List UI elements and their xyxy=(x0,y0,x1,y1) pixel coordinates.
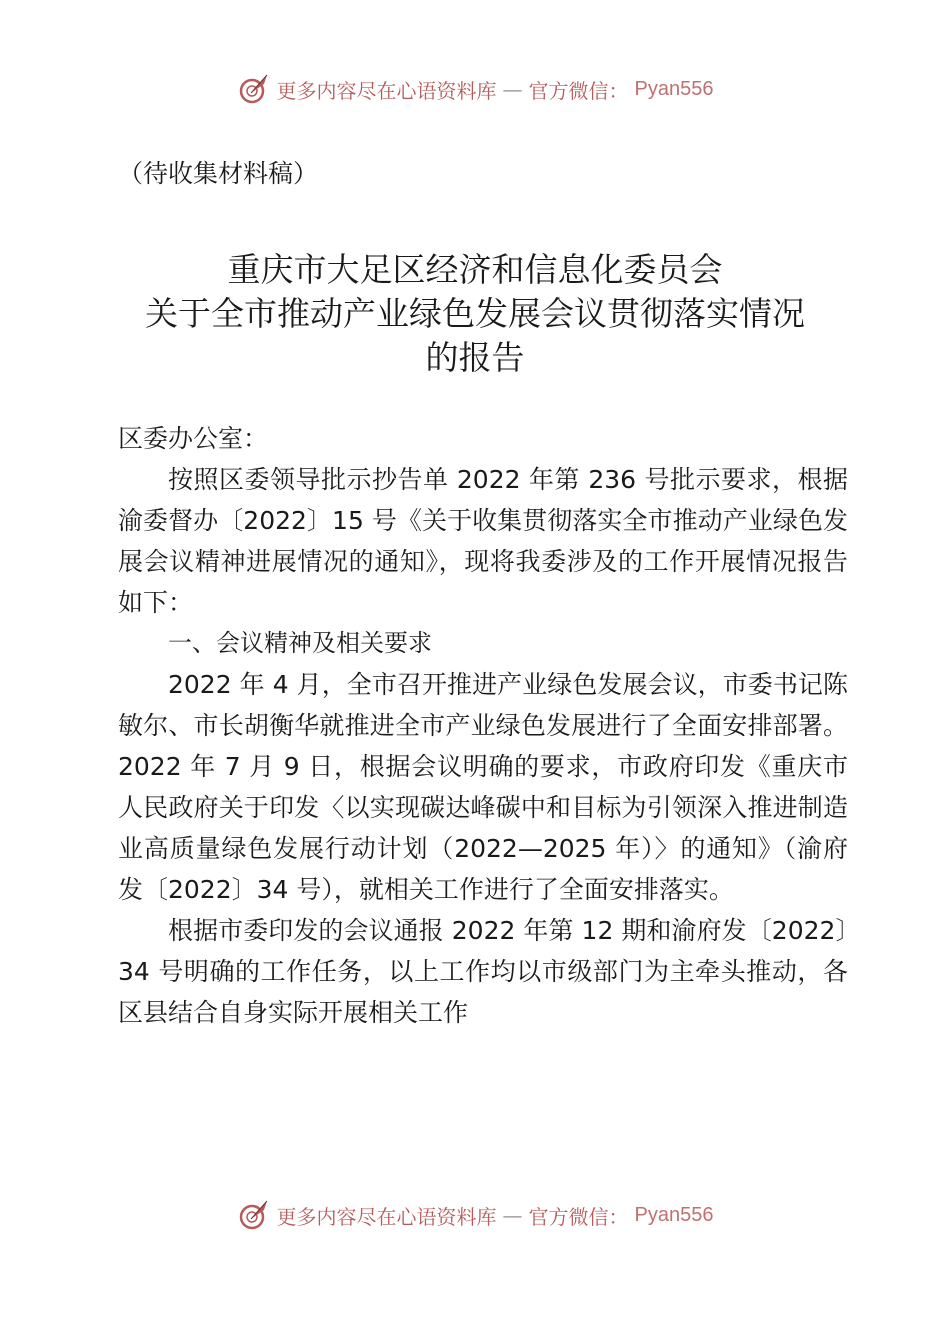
watermark-separator: — xyxy=(502,77,523,101)
title-line: 关于全市推动产业绿色发展会议贯彻落实情况 xyxy=(145,294,805,333)
watermark-wechat-label: 官方微信： xyxy=(528,78,629,103)
title-line: 重庆市大足区经济和信息化委员会 xyxy=(227,250,723,289)
header-watermark xyxy=(0,72,950,106)
recipient-line: 区委办公室： xyxy=(118,424,269,453)
body-paragraph: 根据市委印发的会议通报 2022 年第 12 期和渝府发〔2022〕34 号明确的工作任务，以上工作均以市级部门为主牵头推动，各区县结合自身实际开展相关工作 xyxy=(118,916,848,1027)
quill-logo-icon xyxy=(237,1198,271,1232)
document-title xyxy=(60,248,890,380)
watermark-separator: — xyxy=(502,1203,523,1227)
watermark-handle: Pyan556 xyxy=(634,77,714,100)
watermark-wechat-label: 官方微信： xyxy=(528,1204,629,1229)
draft-note: （待收集材料稿） xyxy=(118,159,319,188)
title-line: 的报告 xyxy=(425,338,525,377)
watermark-text: 更多内容尽在心语资料库 xyxy=(276,1204,497,1229)
watermark-handle: Pyan556 xyxy=(634,1203,714,1226)
quill-logo-icon xyxy=(237,72,271,106)
intro-paragraph: 按照区委领导批示抄告单 2022 年第 236 号批示要求，根据渝委督办〔2022〕15 号《关于收集贯彻落实全市推动产业绿色发展会议精神进展情况的通知》，现将我委涉及的工作开展情况报告如下： xyxy=(118,465,848,617)
section-heading: 一、会议精神及相关要求 xyxy=(168,629,432,657)
watermark-text: 更多内容尽在心语资料库 xyxy=(276,78,497,103)
body-paragraph: 2022 年 4 月，全市召开推进产业绿色发展会议，市委书记陈敏尔、市长胡衡华就推进全市产业绿色发展进行了全面安排部署。2022 年 7 月 9 日，根据会议明确的要求，市政府印发《重庆市人民政府关于印发〈以实现碳达峰碳中和目标为引领深入推进制造业高质量绿色发展行动计划（2022—2025 年）〉的通知》（渝府发〔2022〕34 号），就相关工作进行了全面安排落实。 xyxy=(118,670,848,904)
footer-watermark xyxy=(0,1198,950,1232)
document-body xyxy=(118,418,848,1033)
